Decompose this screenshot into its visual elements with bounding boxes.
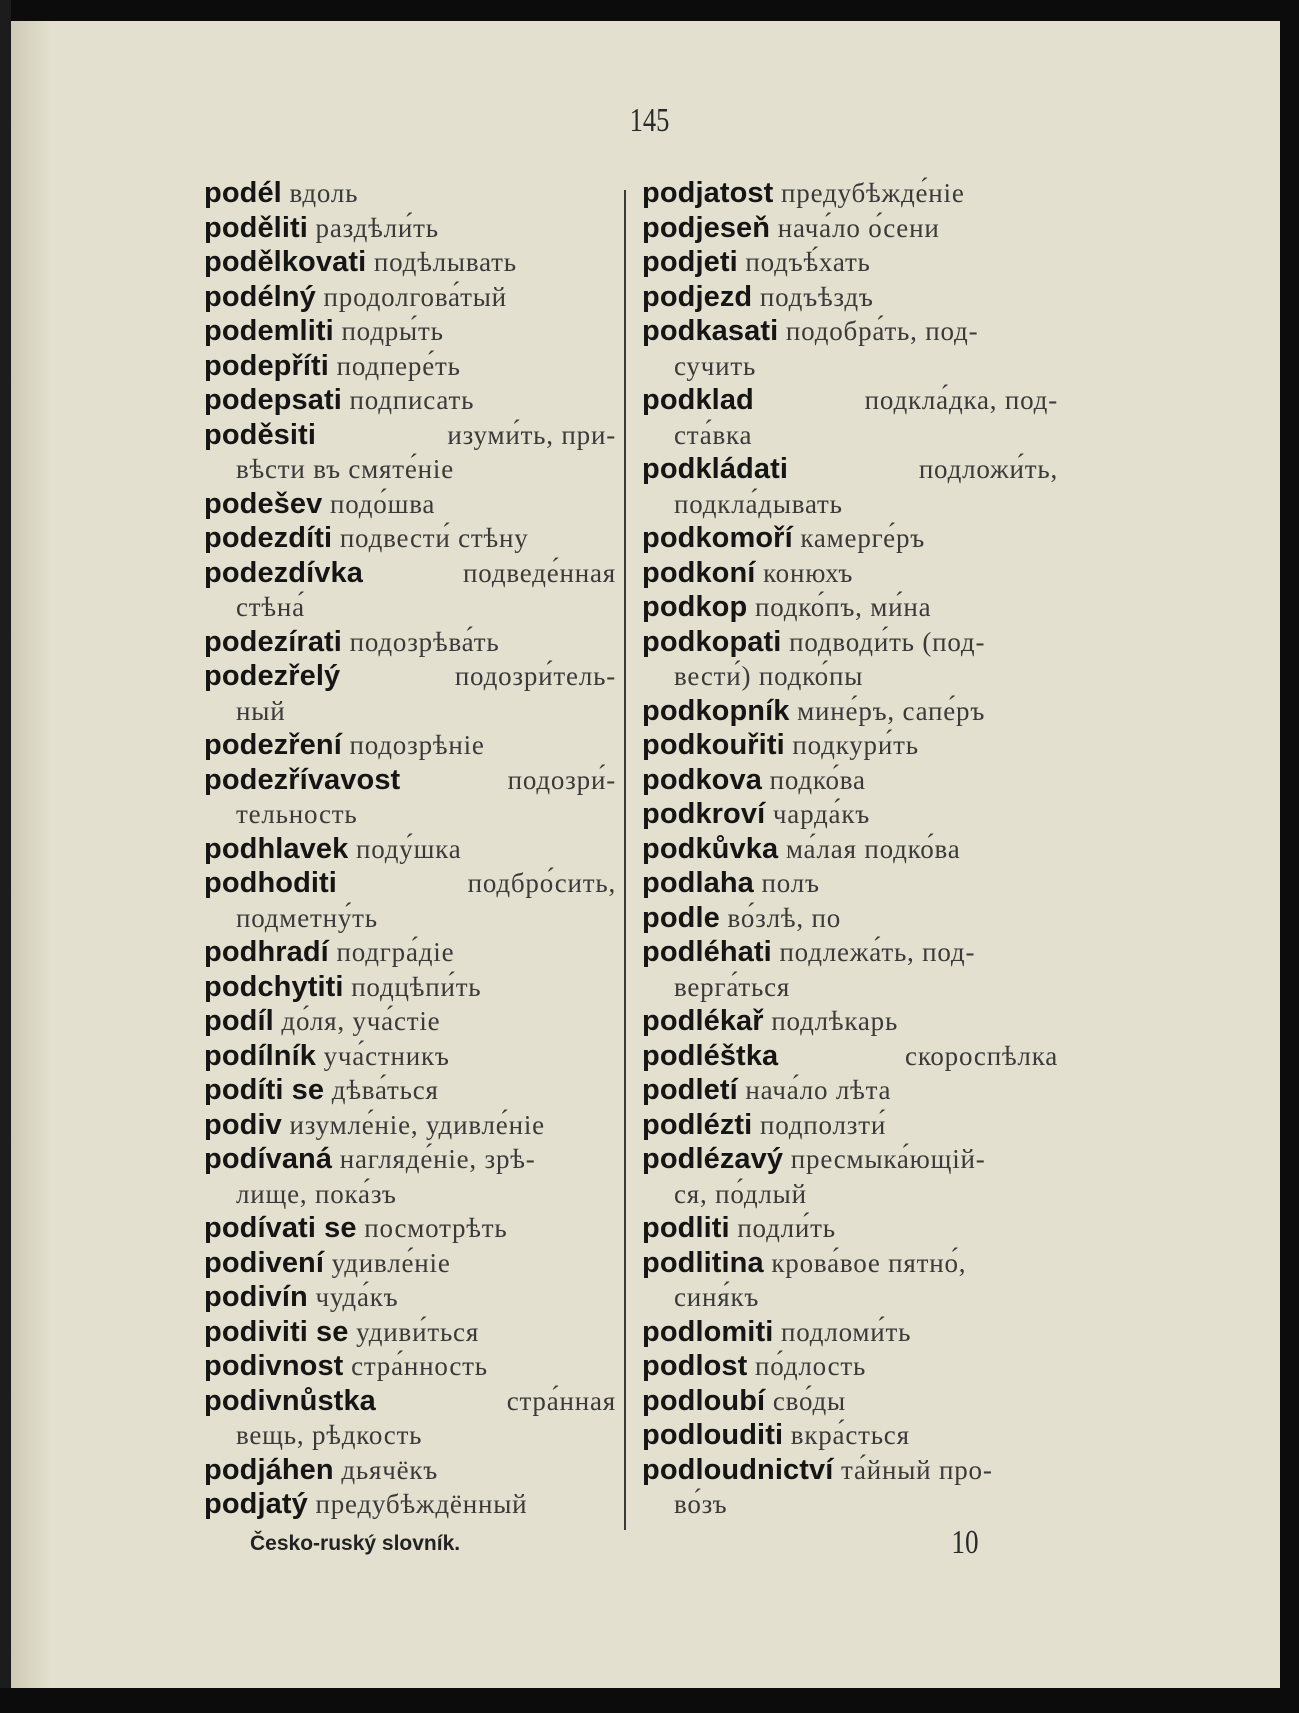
entry-headword: podhlavek xyxy=(204,832,349,865)
dictionary-entry xyxy=(642,1384,1058,1419)
dictionary-entry xyxy=(642,694,1058,729)
dictionary-entry xyxy=(642,1073,1058,1108)
entry-continuation xyxy=(642,349,1058,384)
entry-continuation xyxy=(204,590,616,625)
entry-translation: поду́шка xyxy=(355,833,462,864)
dictionary-entry xyxy=(642,625,1058,660)
entry-headword: podezírati xyxy=(204,625,342,658)
entry-translation: подлежа́ть, под- xyxy=(779,937,976,967)
entry-headword: podešev xyxy=(204,487,323,520)
entry-headword: podjáhen xyxy=(204,1453,334,1486)
dictionary-entry xyxy=(204,1315,616,1350)
entry-headword: podloubí xyxy=(642,1384,766,1417)
entry-translation: подложи́ть, xyxy=(918,454,1058,484)
dictionary-entry xyxy=(204,763,616,798)
dictionary-entry xyxy=(204,728,616,763)
dictionary-entry xyxy=(204,1487,616,1522)
entry-headword: podiviti se xyxy=(204,1315,349,1348)
entry-headword: podjezd xyxy=(642,280,753,313)
entry-translation: подъѣздъ xyxy=(759,281,874,312)
entry-translation: подвести́ стѣну xyxy=(339,523,529,553)
dictionary-entry xyxy=(642,1142,1058,1177)
entry-translation: полъ xyxy=(761,868,820,898)
page-number: 145 xyxy=(629,102,670,139)
entry-translation: пресмыка́ющій- xyxy=(790,1144,986,1174)
entry-translation: скороспѣлка xyxy=(905,1040,1058,1071)
entry-translation: во́злѣ, по xyxy=(727,902,841,933)
entry-translation: подозрѣніе xyxy=(349,730,485,760)
entry-headword: podle xyxy=(642,901,720,934)
entry-translation: продолгова́тый xyxy=(323,281,507,312)
entry-translation: удиви́ться xyxy=(356,1316,480,1347)
entry-translation: до́ля, уча́стіе xyxy=(281,1006,441,1036)
entry-headword: podélný xyxy=(204,280,316,313)
entry-headword: podezdívka xyxy=(204,556,363,589)
entry-translation: изумле́ніе, удивле́ніе xyxy=(289,1109,545,1140)
entry-translation: подѣлывать xyxy=(373,247,517,277)
entry-headword: podél xyxy=(204,177,282,209)
entry-translation: стра́нная xyxy=(506,1385,616,1416)
dictionary-entry xyxy=(642,1211,1058,1246)
scan-border-left xyxy=(0,0,11,1713)
dictionary-entry xyxy=(204,625,616,660)
entry-translation: подломи́ть xyxy=(781,1316,912,1347)
entry-continuation xyxy=(204,452,616,487)
entry-headword: podjeti xyxy=(642,246,738,278)
dictionary-entry xyxy=(204,1108,616,1143)
entry-translation: раздѣли́ть xyxy=(315,212,439,243)
entry-translation: подозри́тель- xyxy=(454,661,616,691)
entry-headword: podlézavý xyxy=(642,1143,784,1175)
entry-translation: чуда́къ xyxy=(315,1282,399,1312)
entry-headword: podivnůstka xyxy=(204,1384,376,1417)
entry-translation: подозрѣва́ть xyxy=(349,626,500,657)
entry-headword: podléštka xyxy=(642,1039,779,1072)
entry-headword: podkroví xyxy=(642,798,766,830)
entry-headword: podezdíti xyxy=(204,522,333,554)
dictionary-entry xyxy=(642,832,1058,867)
entry-translation: подли́ть xyxy=(737,1213,836,1243)
scan-border-bottom xyxy=(0,1688,1299,1713)
dictionary-entry xyxy=(204,280,616,315)
entry-translation: сучить xyxy=(674,350,757,381)
entry-translation: подметну́ть xyxy=(236,902,378,933)
entry-translation: крова́вое пятно́, xyxy=(771,1247,967,1278)
entry-continuation xyxy=(642,487,1058,522)
entry-continuation xyxy=(642,970,1058,1005)
entry-headword: podloudnictví xyxy=(642,1453,834,1486)
dictionary-entry xyxy=(642,797,1058,832)
entry-translation: подо́шва xyxy=(330,488,436,519)
entry-headword: podíti se xyxy=(204,1074,325,1106)
dictionary-entry xyxy=(642,452,1058,487)
entry-translation: подведе́нная xyxy=(463,557,616,588)
dictionary-entry xyxy=(204,1142,616,1177)
dictionary-entry xyxy=(642,521,1058,556)
entry-headword: podkůvka xyxy=(642,832,779,865)
dictionary-entry xyxy=(642,176,1058,211)
dictionary-entry xyxy=(204,659,616,694)
dictionary-entry xyxy=(642,763,1058,798)
left-column xyxy=(204,176,616,1522)
entry-translation: мине́ръ, сапе́ръ xyxy=(797,695,986,726)
entry-translation: подры́ть xyxy=(341,316,444,346)
dictionary-entry xyxy=(204,383,616,418)
entry-headword: poděliti xyxy=(204,211,308,244)
entry-translation: предубѣжде́ніе xyxy=(781,178,965,208)
dictionary-entry xyxy=(204,211,616,246)
entry-headword: podkouřiti xyxy=(642,729,785,761)
entry-translation: ный xyxy=(236,695,286,726)
entry-translation: подползти́ xyxy=(759,1109,887,1140)
entry-translation: ма́лая подко́ва xyxy=(785,833,961,864)
entry-headword: podjeseň xyxy=(642,211,771,244)
entry-headword: podliti xyxy=(642,1212,730,1244)
entry-translation: подкури́ть xyxy=(792,730,919,760)
entry-translation: дѣва́ться xyxy=(331,1075,439,1105)
entry-headword: podlouditi xyxy=(642,1419,784,1451)
entry-headword: podívaná xyxy=(204,1143,333,1175)
entry-translation: вкра́сться xyxy=(790,1420,910,1450)
entry-translation: подгра́діе xyxy=(336,937,455,967)
entry-translation: уча́стникъ xyxy=(323,1040,450,1071)
entry-translation: вдоль xyxy=(289,178,359,208)
entry-translation: верга́ться xyxy=(674,971,791,1002)
entry-headword: podepříti xyxy=(204,349,329,382)
entry-headword: podkopník xyxy=(642,694,790,727)
entry-headword: podhradí xyxy=(204,936,329,968)
entry-headword: podchytiti xyxy=(204,970,344,1003)
dictionary-entry xyxy=(204,521,616,556)
dictionary-entry xyxy=(204,1349,616,1384)
entry-headword: podivín xyxy=(204,1281,308,1313)
entry-headword: podezření xyxy=(204,729,342,761)
entry-headword: podělkovati xyxy=(204,246,367,278)
entry-headword: podkopati xyxy=(642,625,782,658)
entry-translation: конюхъ xyxy=(763,557,854,588)
dictionary-entry xyxy=(204,1073,616,1108)
entry-headword: podkasati xyxy=(642,315,779,347)
dictionary-entry xyxy=(204,935,616,970)
dictionary-entry xyxy=(642,901,1058,936)
entry-headword: podlost xyxy=(642,1350,748,1382)
entry-translation: подлѣкарь xyxy=(771,1006,899,1036)
entry-continuation xyxy=(642,418,1058,453)
entry-continuation xyxy=(204,1418,616,1453)
entry-headword: podjatý xyxy=(204,1488,308,1520)
entry-translation: во́зъ xyxy=(674,1489,728,1519)
dictionary-entry xyxy=(642,1418,1058,1453)
dictionary-entry xyxy=(642,314,1058,349)
dictionary-entry xyxy=(204,556,616,591)
entry-headword: podivnost xyxy=(204,1350,344,1382)
entry-translation: посмотрѣть xyxy=(364,1213,508,1243)
entry-translation: подпере́ть xyxy=(336,350,461,381)
dictionary-entry xyxy=(642,935,1058,970)
dictionary-entry xyxy=(204,1453,616,1488)
dictionary-entry xyxy=(204,1039,616,1074)
entry-translation: синя́къ xyxy=(674,1282,760,1312)
entry-headword: podkládati xyxy=(642,453,789,485)
entry-headword: podléhati xyxy=(642,936,772,968)
scan-border-right xyxy=(1280,0,1299,1713)
entry-headword: podlaha xyxy=(642,867,754,899)
column-divider xyxy=(624,190,626,1530)
entry-headword: podílník xyxy=(204,1039,316,1072)
entry-translation: вѣсти въ смяте́ніе xyxy=(236,454,454,484)
entry-translation: стѣна́ xyxy=(236,592,305,622)
entry-headword: podkop xyxy=(642,591,748,623)
entry-headword: podkova xyxy=(642,763,762,796)
dictionary-entry xyxy=(204,314,616,349)
entry-translation: подбро́сить, xyxy=(467,868,616,898)
entry-translation: стра́нность xyxy=(351,1351,488,1381)
entry-headword: podkomoří xyxy=(642,522,793,554)
entry-translation: по́длость xyxy=(755,1351,867,1381)
entry-translation: изуми́ть, при- xyxy=(447,419,616,450)
dictionary-entry xyxy=(204,1246,616,1281)
entry-headword: podíl xyxy=(204,1005,274,1037)
entry-headword: podlézti xyxy=(642,1108,753,1141)
entry-headword: podlitina xyxy=(642,1246,764,1279)
entry-translation: вещь, рѣдкость xyxy=(236,1420,423,1450)
dictionary-entry xyxy=(204,1384,616,1419)
entry-headword: podjatost xyxy=(642,177,774,209)
entry-continuation xyxy=(642,1280,1058,1315)
entry-continuation xyxy=(642,1487,1058,1522)
dictionary-entry xyxy=(642,383,1058,418)
entry-headword: podhoditi xyxy=(204,867,337,899)
dictionary-entry xyxy=(204,1211,616,1246)
entry-headword: podletí xyxy=(642,1074,738,1106)
dictionary-entry xyxy=(642,245,1058,280)
dictionary-entry xyxy=(204,176,616,211)
entry-headword: podiv xyxy=(204,1108,282,1141)
entry-translation: подъѣ́хать xyxy=(745,247,871,277)
dictionary-entry xyxy=(642,1453,1058,1488)
entry-headword: podívati se xyxy=(204,1212,357,1244)
dictionary-entry xyxy=(642,1315,1058,1350)
dictionary-entry xyxy=(642,556,1058,591)
page-edge-shade xyxy=(11,21,51,1688)
footer-book-title: Česko-ruský slovník. xyxy=(250,1532,461,1555)
entry-translation: тельность xyxy=(236,799,358,829)
signature-mark: 10 xyxy=(951,1524,979,1561)
entry-continuation xyxy=(642,659,1058,694)
entry-translation: дьячёкъ xyxy=(341,1454,439,1485)
entry-continuation xyxy=(204,694,616,729)
dictionary-entry xyxy=(642,1246,1058,1281)
entry-headword: podlomiti xyxy=(642,1315,774,1348)
dictionary-entry xyxy=(642,211,1058,246)
dictionary-entry xyxy=(642,1108,1058,1143)
entry-translation: подводи́ть (под- xyxy=(789,626,986,657)
scan-border-top xyxy=(0,0,1299,21)
entry-translation: предубѣждённый xyxy=(315,1489,528,1519)
entry-translation: та́йный про- xyxy=(841,1454,993,1485)
entry-translation: подцѣпи́ть xyxy=(351,971,482,1002)
entry-continuation xyxy=(204,797,616,832)
dictionary-entry xyxy=(642,1349,1058,1384)
entry-continuation xyxy=(642,1177,1058,1212)
entry-translation: подобра́ть, под- xyxy=(785,316,979,346)
entry-headword: podezřívavost xyxy=(204,763,401,796)
dictionary-entry xyxy=(204,1004,616,1039)
entry-headword: podlékař xyxy=(642,1005,764,1037)
entry-translation: вести́) подко́пы xyxy=(674,661,864,691)
entry-translation: камерге́ръ xyxy=(800,523,926,553)
entry-translation: нагляде́ніе, зрѣ- xyxy=(339,1144,536,1174)
entry-translation: удивле́ніе xyxy=(331,1247,451,1278)
entry-translation: чарда́къ xyxy=(772,799,871,829)
dictionary-entry xyxy=(204,970,616,1005)
right-column xyxy=(642,176,1058,1522)
entry-translation: подко́пъ, ми́на xyxy=(754,592,932,622)
entry-translation: нача́ло о́сени xyxy=(777,212,940,243)
entry-translation: ся, по́длый xyxy=(674,1178,807,1209)
dictionary-entry xyxy=(204,866,616,901)
entry-translation: подкла́дка, под- xyxy=(864,385,1058,415)
dictionary-entry xyxy=(204,832,616,867)
dictionary-entry xyxy=(642,866,1058,901)
entry-headword: podkoní xyxy=(642,556,756,589)
entry-translation: подписать xyxy=(349,385,475,415)
entry-continuation xyxy=(204,1177,616,1212)
dictionary-entry xyxy=(642,728,1058,763)
entry-continuation xyxy=(204,901,616,936)
entry-translation: нача́ло лѣта xyxy=(745,1075,892,1105)
entry-translation: ста́вка xyxy=(674,419,753,450)
entry-translation: подкла́дывать xyxy=(674,488,843,519)
entry-translation: сво́ды xyxy=(772,1385,846,1416)
dictionary-entry xyxy=(642,1039,1058,1074)
entry-headword: podemliti xyxy=(204,315,334,347)
entry-headword: poděsiti xyxy=(204,418,316,451)
entry-headword: podivení xyxy=(204,1246,325,1279)
entry-translation: подко́ва xyxy=(769,764,866,795)
entry-headword: podepsati xyxy=(204,384,342,416)
dictionary-entry xyxy=(204,245,616,280)
entry-translation: подозри́- xyxy=(507,764,616,795)
dictionary-entry xyxy=(204,418,616,453)
dictionary-entry xyxy=(204,1280,616,1315)
entry-translation: лище, пока́зъ xyxy=(236,1178,397,1209)
dictionary-entry xyxy=(642,1004,1058,1039)
dictionary-entry xyxy=(204,487,616,522)
entry-headword: podklad xyxy=(642,384,754,416)
dictionary-entry xyxy=(642,280,1058,315)
dictionary-entry xyxy=(642,590,1058,625)
entry-headword: podezřelý xyxy=(204,660,341,692)
dictionary-entry xyxy=(204,349,616,384)
